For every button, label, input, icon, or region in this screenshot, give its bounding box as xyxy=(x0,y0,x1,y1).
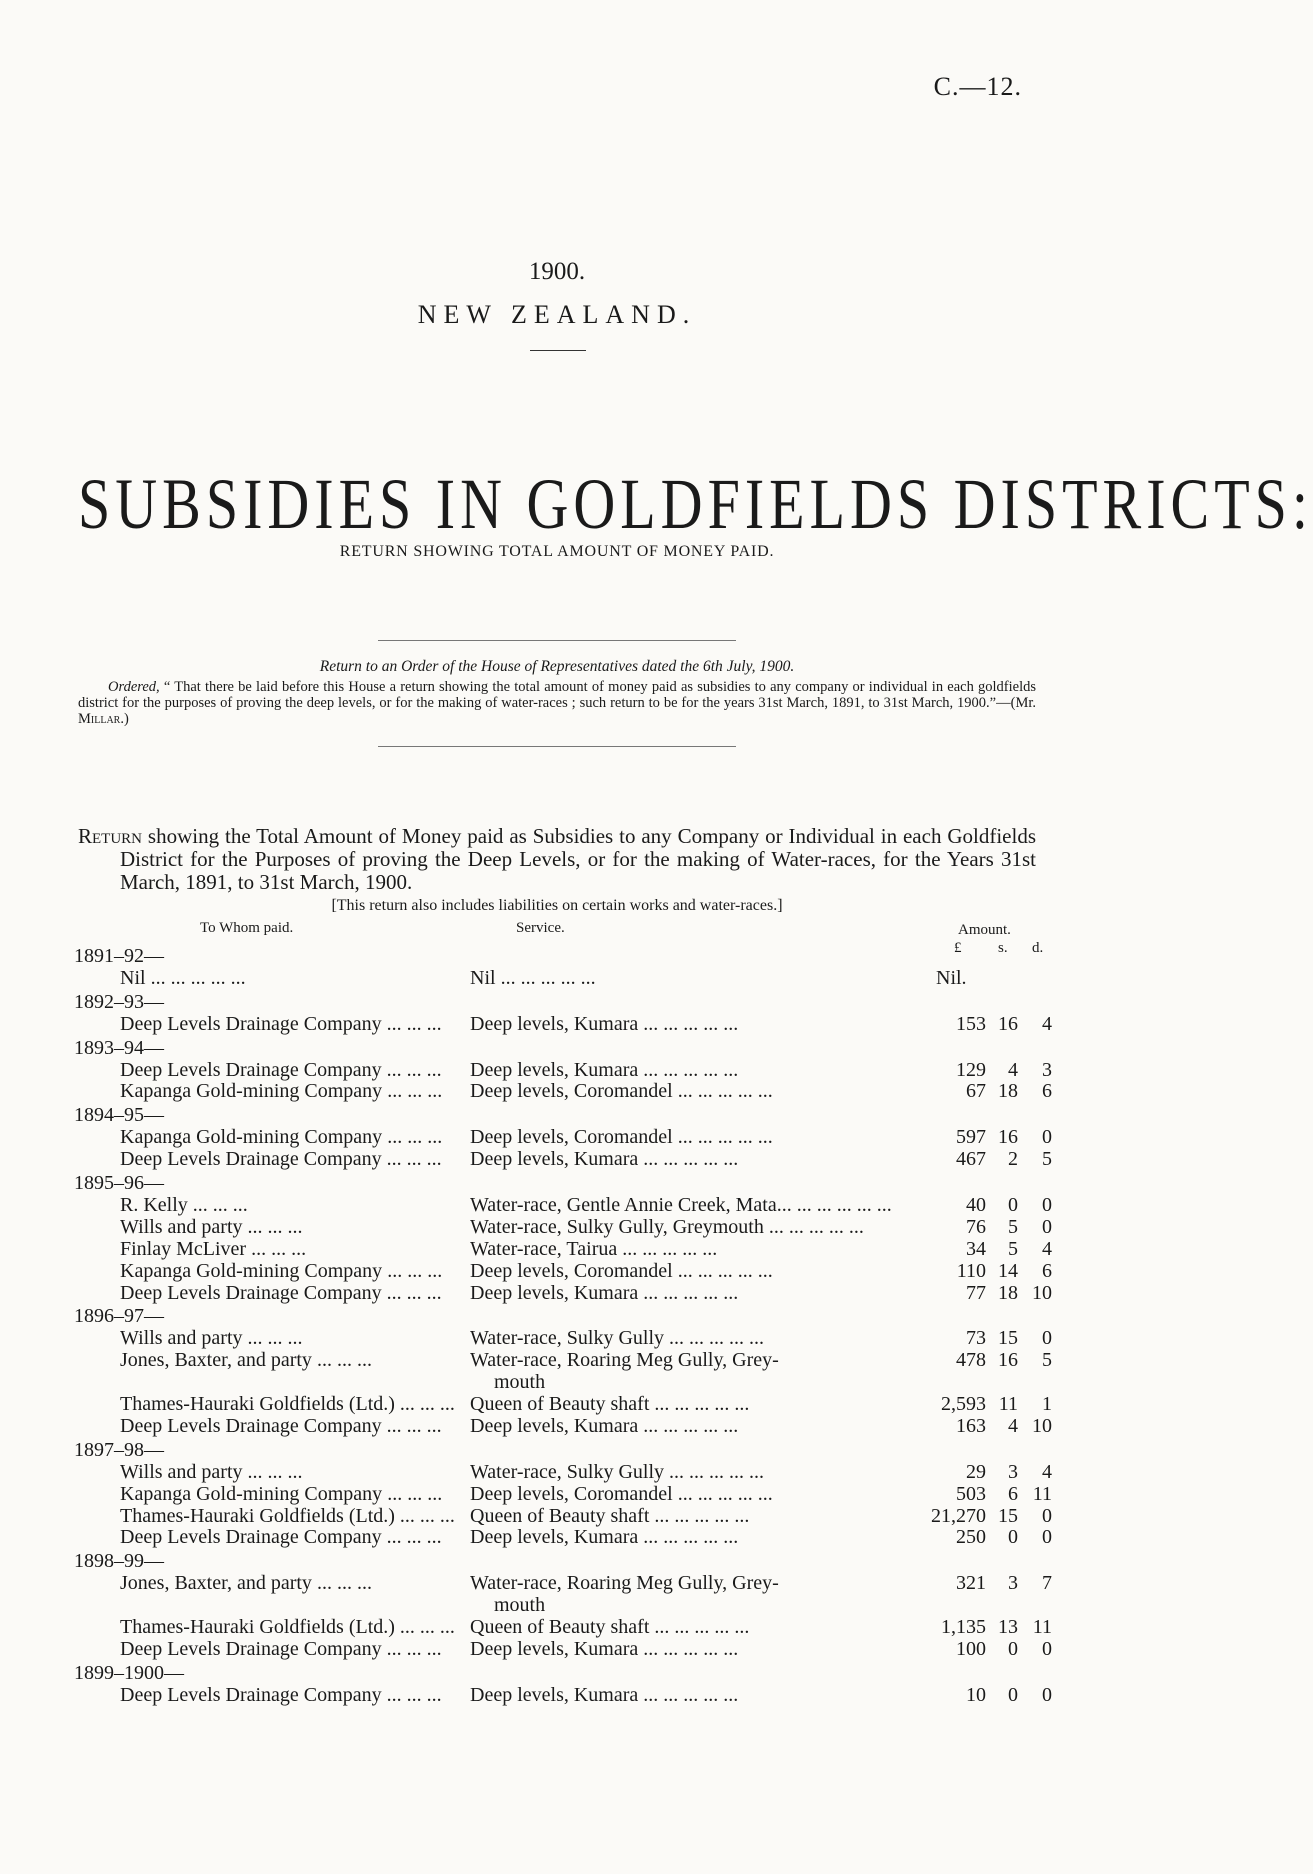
leader-dots: ... ... ... ... ... xyxy=(672,1126,773,1149)
return-body: showing the Total Amount of Money paid as Subsidies to any Company or Individual in each Goldfields District for the Purposes of proving the Deep Levels, or for the making of Water-races, for the Years 31st March, 1891, to 31st March, 1900. xyxy=(120,824,1036,894)
row-amount-pence: 4 xyxy=(1042,1012,1052,1035)
row-amount-pence: 4 xyxy=(1042,1237,1052,1260)
row-amount-pounds: 1,135 xyxy=(941,1616,986,1638)
year-label: 1897–98— xyxy=(74,1438,164,1461)
row-amount-shillings: 6 xyxy=(1008,1482,1018,1505)
row-service xyxy=(470,1193,892,1217)
row-amount-pounds: 597 xyxy=(956,1126,986,1149)
row-service-text: Water-race, Gentle Annie Creek, Mata... xyxy=(470,1193,792,1216)
year-label: 1892–93— xyxy=(74,990,164,1013)
return-lead: Return xyxy=(78,824,143,848)
leader-dots: ... ... ... ... ... xyxy=(638,1637,739,1660)
row-amount-pounds: 321 xyxy=(956,1572,986,1595)
rule-upper xyxy=(378,640,736,641)
row-whom xyxy=(120,1483,452,1506)
leader-dots: ... ... ... xyxy=(242,1215,303,1238)
table-row xyxy=(0,1148,1114,1172)
row-amount-pence: 0 xyxy=(1042,1215,1052,1238)
row-service xyxy=(470,1059,866,1082)
leader-dots: ... ... ... ... ... xyxy=(649,1393,750,1415)
year-label: 1891–92— xyxy=(74,945,164,967)
row-whom-text: Deep Levels Drainage Company xyxy=(120,1281,382,1304)
row-amount-pounds: 73 xyxy=(966,1327,986,1350)
leader-dots: ... ... ... ... ... xyxy=(617,1237,718,1260)
row-amount-pence: 4 xyxy=(1042,1460,1052,1483)
document-year: 1900. xyxy=(528,258,586,285)
row-service xyxy=(470,1684,866,1707)
leader-dots: ... ... ... ... ... xyxy=(672,1259,773,1282)
row-service-text: Queen of Beauty shaft xyxy=(470,1504,650,1527)
order-label: Ordered, xyxy=(108,679,160,695)
leader-dots: ... ... ... xyxy=(382,1080,443,1103)
leader-dots: ... ... ... xyxy=(381,1414,442,1437)
row-amount-shillings: 2 xyxy=(1008,1148,1018,1171)
row-amount-shillings: 3 xyxy=(1008,1572,1018,1595)
row-amount-pence: 6 xyxy=(1042,1259,1052,1282)
row-amount-shillings: 5 xyxy=(1008,1215,1018,1238)
row-whom-text: Wills and party xyxy=(120,1215,243,1238)
row-amount-pence: 0 xyxy=(1042,1126,1052,1149)
row-service-text: Deep levels, Coromandel xyxy=(470,1482,673,1505)
main-title: SUBSIDIES IN GOLDFIELDS DISTRICTS: xyxy=(78,463,1313,545)
row-amount-pence: 3 xyxy=(1042,1058,1052,1081)
leader-dots: ... ... ... xyxy=(381,1012,442,1035)
table-row xyxy=(0,1216,1114,1240)
row-service-text: Queen of Beauty shaft xyxy=(470,1393,650,1415)
row-service-text: Deep levels, Kumara xyxy=(470,1058,639,1081)
row-whom xyxy=(120,1349,452,1372)
order-title: Return to an Order of the House of Representatives dated the 6th July, 1900. xyxy=(319,658,795,675)
header-amount: Amount. xyxy=(958,922,1011,938)
row-service xyxy=(470,967,866,990)
row-whom-text: Jones, Baxter, and party xyxy=(120,1572,312,1595)
row-amount-nil: Nil. xyxy=(936,966,967,989)
leader-dots: ... ... ... xyxy=(187,1193,248,1216)
row-whom-text: Kapanga Gold-mining Company xyxy=(120,1080,383,1103)
row-service-text: Water-race, Roaring Meg Gully, Grey- xyxy=(470,1572,779,1595)
leader-dots: ... ... ... ... ... xyxy=(638,1526,739,1549)
leader-dots: ... ... ... ... ... xyxy=(649,1504,750,1527)
table-row xyxy=(0,1238,1114,1262)
row-amount-pounds: 34 xyxy=(966,1237,986,1260)
leader-dots: ... ... ... xyxy=(394,1616,455,1638)
row-amount-shillings: 0 xyxy=(1008,1526,1018,1549)
row-service-text: Water-race, Roaring Meg Gully, Grey- xyxy=(470,1349,779,1372)
row-service xyxy=(470,1148,866,1171)
row-whom-text: Wills and party xyxy=(120,1460,243,1483)
row-service-text: Deep levels, Kumara xyxy=(470,1414,639,1437)
row-amount-pounds: 21,270 xyxy=(931,1504,986,1527)
header-pence: d. xyxy=(1032,940,1044,956)
row-amount-pence: 10 xyxy=(1032,1414,1052,1437)
year-label: 1898–99— xyxy=(74,1550,164,1573)
row-whom-text: Deep Levels Drainage Company xyxy=(120,1414,382,1437)
table-row xyxy=(0,1505,1114,1529)
page-reference: C.—12. xyxy=(933,72,1022,101)
row-amount-pence: 0 xyxy=(1042,1504,1052,1527)
row-whom-text: Finlay McLiver xyxy=(120,1237,247,1260)
leader-dots: ... ... ... xyxy=(382,1482,443,1505)
row-service-text: Deep levels, Kumara xyxy=(470,1637,639,1660)
row-whom-text: Kapanga Gold-mining Company xyxy=(120,1259,383,1282)
row-amount-shillings: 0 xyxy=(1008,1683,1018,1706)
leader-dots: ... ... ... xyxy=(381,1526,442,1549)
row-amount-pounds: 67 xyxy=(966,1080,986,1103)
row-service xyxy=(470,1616,866,1639)
row-whom xyxy=(120,1526,452,1549)
leader-dots: ... ... ... xyxy=(394,1504,455,1527)
table-row xyxy=(0,1684,1114,1708)
row-service-text: Nil xyxy=(470,966,496,989)
table-row xyxy=(0,1638,1114,1662)
row-whom-text: Thames-Hauraki Goldfields (Ltd.) xyxy=(120,1393,395,1415)
row-whom xyxy=(120,1638,452,1661)
row-amount-pence: 6 xyxy=(1042,1080,1052,1103)
row-amount-pounds: 76 xyxy=(966,1215,986,1238)
row-amount-pounds: 250 xyxy=(956,1526,986,1549)
row-amount-shillings: 5 xyxy=(1008,1237,1018,1260)
year-label: 1895–96— xyxy=(74,1172,164,1194)
rule-lower xyxy=(378,746,736,747)
row-whom-text: Deep Levels Drainage Company xyxy=(120,1526,382,1549)
row-service-text: Deep levels, Kumara xyxy=(470,1012,639,1035)
table-row xyxy=(0,1415,1114,1439)
row-amount-shillings: 16 xyxy=(998,1349,1018,1372)
row-whom xyxy=(120,1461,452,1484)
return-note: [This return also includes liabilities on certain works and water-races.] xyxy=(331,897,783,914)
row-amount-pence: 0 xyxy=(1042,1683,1052,1706)
header-service: Service. xyxy=(516,920,565,936)
row-service-text: Deep levels, Kumara xyxy=(470,1526,639,1549)
row-amount-shillings: 3 xyxy=(1008,1460,1018,1483)
row-service-continued: mouth xyxy=(494,1371,546,1394)
row-whom xyxy=(120,1194,452,1217)
row-whom xyxy=(120,1059,452,1082)
row-whom-text: Deep Levels Drainage Company xyxy=(120,1148,382,1171)
row-amount-pence: 0 xyxy=(1042,1526,1052,1549)
table-row xyxy=(0,1572,1114,1596)
leader-dots: ... ... ... ... ... xyxy=(638,1414,739,1437)
row-amount-pence: 0 xyxy=(1042,1637,1052,1660)
row-amount-shillings: 18 xyxy=(998,1080,1018,1103)
table-row xyxy=(0,1080,1114,1104)
row-whom-text: Jones, Baxter, and party xyxy=(120,1349,312,1372)
row-amount-pence: 0 xyxy=(1042,1193,1052,1216)
row-whom xyxy=(120,967,452,990)
leader-dots: ... ... ... ... ... xyxy=(638,1012,739,1035)
header-whom: To Whom paid. xyxy=(200,920,294,936)
row-service-text: Water-race, Tairua xyxy=(470,1237,618,1260)
leader-dots: ... ... ... xyxy=(394,1393,455,1415)
row-amount-pounds: 2,593 xyxy=(941,1393,986,1415)
row-service-text: Water-race, Sulky Gully xyxy=(470,1327,665,1350)
row-service-text: Water-race, Sulky Gully, Greymouth xyxy=(470,1215,764,1238)
order-member: Millar. xyxy=(78,711,124,727)
row-amount-pounds: 163 xyxy=(956,1414,986,1437)
table-row xyxy=(0,1349,1114,1373)
row-service xyxy=(470,1349,866,1372)
row-amount-pence: 0 xyxy=(1042,1327,1052,1350)
row-whom-text: Thames-Hauraki Goldfields (Ltd.) xyxy=(120,1616,395,1638)
row-service-text: Deep levels, Kumara xyxy=(470,1683,639,1706)
leader-dots: ... ... ... xyxy=(311,1572,372,1595)
row-service-continued: mouth xyxy=(494,1594,546,1617)
row-amount-shillings: 15 xyxy=(998,1504,1018,1527)
row-amount-shillings: 4 xyxy=(1008,1414,1018,1437)
row-service xyxy=(470,1327,866,1350)
leader-dots: ... ... ... ... ... xyxy=(145,966,246,989)
row-whom xyxy=(120,1684,452,1707)
leader-dots: ... ... ... xyxy=(382,1259,443,1282)
short-rule xyxy=(530,350,586,351)
order-close: ) xyxy=(123,711,129,727)
row-amount-pounds: 110 xyxy=(956,1259,986,1282)
order-body: “ That there be laid before this House a return showing the total amount of money paid as subsidies to any company or individual in each goldfields district for the purposes of proving the deep levels, or for the making of water-races ; such return to be for the years 31st March, 1891, to 31st March, 1900.”—(Mr. xyxy=(78,679,1037,711)
table-row xyxy=(0,1327,1114,1351)
row-whom xyxy=(120,1126,452,1149)
table-row xyxy=(0,1126,1114,1150)
order-text xyxy=(78,679,1036,727)
return-paragraph xyxy=(78,825,1036,894)
table-row xyxy=(0,1194,1114,1218)
row-service-text: Deep levels, Coromandel xyxy=(470,1080,673,1103)
row-amount-pence: 11 xyxy=(1032,1616,1052,1638)
row-amount-pounds: 503 xyxy=(956,1482,986,1505)
row-whom-text: R. Kelly xyxy=(120,1193,188,1216)
row-amount-pounds: 40 xyxy=(966,1193,986,1216)
row-service xyxy=(470,1415,866,1438)
row-whom xyxy=(120,1327,452,1350)
row-service xyxy=(470,1393,866,1416)
row-amount-pounds: 467 xyxy=(956,1148,986,1171)
row-service-text: Water-race, Sulky Gully xyxy=(470,1460,665,1483)
leader-dots: ... ... ... ... ... xyxy=(672,1482,773,1505)
leader-dots: ... ... ... xyxy=(242,1327,303,1350)
row-amount-pence: 5 xyxy=(1042,1148,1052,1171)
row-amount-shillings: 11 xyxy=(998,1393,1018,1415)
year-label: 1893–94— xyxy=(74,1036,164,1059)
row-whom-text: Thames-Hauraki Goldfields (Ltd.) xyxy=(120,1504,395,1527)
leader-dots: ... ... ... xyxy=(381,1058,442,1081)
row-whom-text: Deep Levels Drainage Company xyxy=(120,1012,382,1035)
row-service xyxy=(470,1505,866,1528)
row-whom-text: Kapanga Gold-mining Company xyxy=(120,1482,383,1505)
row-service-text: Queen of Beauty shaft xyxy=(470,1616,650,1638)
row-service-text: Deep levels, Coromandel xyxy=(470,1126,673,1149)
header-pounds: £ xyxy=(954,940,962,956)
row-amount-pounds: 100 xyxy=(956,1637,986,1660)
row-service xyxy=(470,1216,866,1239)
table-row xyxy=(0,1461,1114,1485)
row-service xyxy=(470,1080,866,1103)
row-amount-shillings: 16 xyxy=(998,1012,1018,1035)
row-amount-shillings: 13 xyxy=(998,1616,1018,1638)
table-row xyxy=(0,1393,1114,1417)
table-row xyxy=(0,1616,1114,1640)
row-amount-shillings: 0 xyxy=(1008,1193,1018,1216)
row-whom xyxy=(120,1260,452,1283)
leader-dots: ... ... ... xyxy=(242,1460,303,1483)
row-service xyxy=(470,1126,866,1149)
row-whom-text: Deep Levels Drainage Company xyxy=(120,1683,382,1706)
row-whom xyxy=(120,1393,455,1416)
row-service xyxy=(470,1238,866,1261)
leader-dots: ... ... ... xyxy=(381,1637,442,1660)
row-whom-text: Kapanga Gold-mining Company xyxy=(120,1126,383,1149)
table-row xyxy=(0,1282,1114,1306)
row-service xyxy=(470,1483,866,1506)
table-row xyxy=(0,1013,1114,1037)
row-amount-pence: 5 xyxy=(1042,1349,1052,1372)
row-whom xyxy=(120,1080,452,1103)
row-amount-shillings: 15 xyxy=(998,1327,1018,1350)
year-label: 1894–95— xyxy=(74,1104,164,1127)
row-service xyxy=(470,1572,866,1595)
leader-dots: ... ... ... xyxy=(381,1683,442,1706)
row-amount-pence: 7 xyxy=(1042,1572,1052,1595)
leader-dots: ... ... ... ... ... xyxy=(638,1281,739,1304)
row-whom xyxy=(120,1238,452,1261)
row-service-text: Deep levels, Kumara xyxy=(470,1148,639,1171)
row-amount-shillings: 0 xyxy=(1008,1637,1018,1660)
table-row xyxy=(0,967,1114,991)
leader-dots: ... ... ... ... ... xyxy=(672,1080,773,1103)
leader-dots: ... ... ... ... ... xyxy=(649,1616,750,1638)
row-amount-pounds: 153 xyxy=(956,1012,986,1035)
row-amount-pounds: 478 xyxy=(956,1349,986,1372)
header-shillings: s. xyxy=(998,940,1008,956)
row-amount-pence: 11 xyxy=(1032,1482,1052,1505)
leader-dots: ... ... ... xyxy=(381,1148,442,1171)
country-heading: NEW ZEALAND. xyxy=(417,300,697,329)
row-service-text: Deep levels, Kumara xyxy=(470,1281,639,1304)
leader-dots: ... ... ... ... ... xyxy=(638,1058,739,1081)
row-amount-pence: 10 xyxy=(1032,1281,1052,1304)
leader-dots: ... ... ... xyxy=(246,1237,307,1260)
leader-dots: ... ... ... xyxy=(381,1281,442,1304)
row-whom xyxy=(120,1572,452,1595)
row-whom-text: Nil xyxy=(120,966,146,989)
leader-dots: ... ... ... ... ... xyxy=(791,1193,892,1216)
leader-dots: ... ... ... ... ... xyxy=(495,966,596,989)
row-amount-shillings: 4 xyxy=(1008,1058,1018,1081)
row-whom xyxy=(120,1282,452,1305)
row-whom-text: Deep Levels Drainage Company xyxy=(120,1637,382,1660)
row-service xyxy=(470,1260,866,1283)
leader-dots: ... ... ... ... ... xyxy=(664,1460,765,1483)
row-whom xyxy=(120,1415,452,1438)
leader-dots: ... ... ... ... ... xyxy=(638,1683,739,1706)
row-whom-text: Deep Levels Drainage Company xyxy=(120,1058,382,1081)
row-service xyxy=(470,1282,866,1305)
leader-dots: ... ... ... xyxy=(382,1126,443,1149)
row-amount-pounds: 129 xyxy=(956,1058,986,1081)
row-amount-shillings: 16 xyxy=(998,1126,1018,1149)
row-whom-text: Wills and party xyxy=(120,1327,243,1350)
table-row xyxy=(0,1526,1114,1550)
row-whom xyxy=(120,1504,455,1528)
row-amount-pence: 1 xyxy=(1042,1393,1052,1415)
leader-dots: ... ... ... xyxy=(311,1349,372,1372)
row-amount-pounds: 29 xyxy=(966,1460,986,1483)
subtitle: RETURN SHOWING TOTAL AMOUNT OF MONEY PAID. xyxy=(339,543,775,560)
row-whom xyxy=(120,1216,452,1239)
leader-dots: ... ... ... ... ... xyxy=(763,1215,864,1238)
row-service xyxy=(470,1638,866,1661)
table-row xyxy=(0,1483,1114,1507)
leader-dots: ... ... ... ... ... xyxy=(664,1327,765,1350)
row-amount-shillings: 18 xyxy=(998,1281,1018,1304)
year-label: 1899–1900— xyxy=(74,1661,184,1684)
table-row xyxy=(0,1059,1114,1083)
row-amount-shillings: 14 xyxy=(998,1259,1018,1282)
row-whom xyxy=(120,1148,452,1171)
row-amount-pounds: 77 xyxy=(966,1281,986,1304)
row-service xyxy=(470,1013,866,1036)
year-label: 1896–97— xyxy=(74,1305,164,1328)
row-service-text: Deep levels, Coromandel xyxy=(470,1259,673,1282)
row-whom xyxy=(120,1013,452,1036)
leader-dots: ... ... ... ... ... xyxy=(638,1148,739,1171)
row-service xyxy=(470,1526,866,1549)
row-whom xyxy=(120,1616,455,1639)
row-amount-pounds: 10 xyxy=(966,1683,986,1706)
row-service xyxy=(470,1461,866,1484)
table-row xyxy=(0,1260,1114,1284)
